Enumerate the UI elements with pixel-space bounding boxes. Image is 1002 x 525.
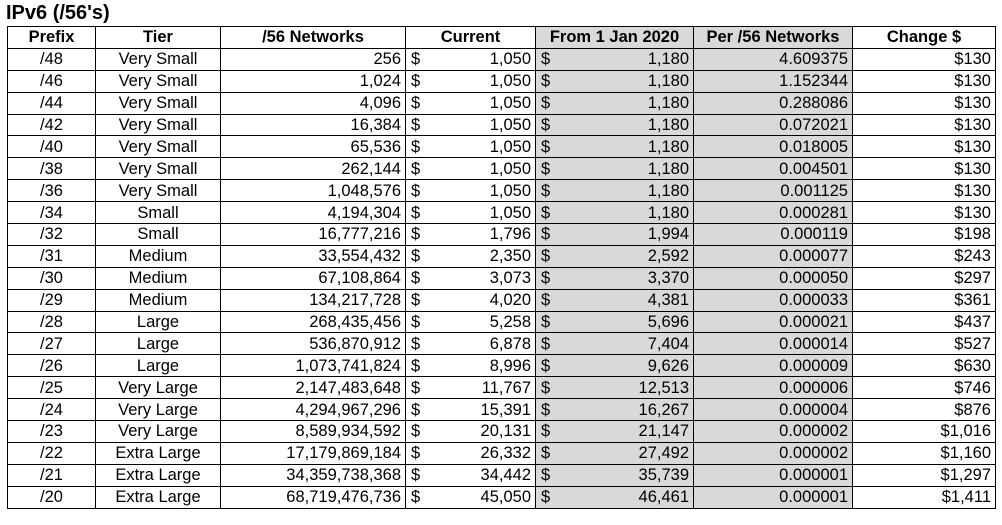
cell-from-2020[interactable]: 2,592 <box>562 245 694 267</box>
cell-change[interactable]: $630 <box>853 355 996 377</box>
cell-from-2020-currency[interactable]: $ <box>536 333 562 355</box>
cell-networks[interactable]: 1,024 <box>221 70 406 92</box>
cell-networks[interactable]: 34,359,738,368 <box>221 464 406 486</box>
cell-prefix[interactable]: /34 <box>8 202 96 224</box>
cell-tier[interactable]: Very Large <box>96 399 221 421</box>
cell-networks[interactable]: 17,179,869,184 <box>221 442 406 464</box>
cell-current-currency[interactable]: $ <box>406 486 432 508</box>
cell-prefix[interactable]: /21 <box>8 464 96 486</box>
cell-current-currency[interactable]: $ <box>406 245 432 267</box>
cell-current[interactable]: 4,020 <box>432 289 536 311</box>
cell-current-currency[interactable]: $ <box>406 333 432 355</box>
cell-tier[interactable]: Very Small <box>96 92 221 114</box>
cell-networks[interactable]: 256 <box>221 48 406 70</box>
cell-from-2020[interactable]: 1,180 <box>562 92 694 114</box>
cell-current[interactable]: 20,131 <box>432 421 536 443</box>
cell-networks[interactable]: 268,435,456 <box>221 311 406 333</box>
cell-from-2020[interactable]: 9,626 <box>562 355 694 377</box>
cell-tier[interactable]: Small <box>96 202 221 224</box>
cell-per-56[interactable]: 0.000009 <box>694 355 853 377</box>
cell-change[interactable]: $746 <box>853 377 996 399</box>
cell-prefix[interactable]: /46 <box>8 70 96 92</box>
table-row <box>8 464 996 486</box>
cell-per-56[interactable]: 0.018005 <box>694 136 853 158</box>
cell-from-2020-currency[interactable]: $ <box>536 48 562 70</box>
cell-networks[interactable]: 262,144 <box>221 158 406 180</box>
cell-from-2020-currency[interactable]: $ <box>536 70 562 92</box>
table-row <box>8 355 996 377</box>
cell-current-currency[interactable]: $ <box>406 289 432 311</box>
cell-from-2020[interactable]: 1,180 <box>562 180 694 202</box>
cell-networks[interactable]: 65,536 <box>221 136 406 158</box>
cell-per-56[interactable]: 0.000119 <box>694 224 853 246</box>
cell-from-2020-currency[interactable]: $ <box>536 245 562 267</box>
cell-from-2020[interactable]: 5,696 <box>562 311 694 333</box>
cell-tier[interactable]: Extra Large <box>96 486 221 508</box>
cell-per-56[interactable]: 1.152344 <box>694 70 853 92</box>
cell-from-2020-currency[interactable]: $ <box>536 464 562 486</box>
cell-from-2020-currency[interactable]: $ <box>536 202 562 224</box>
cell-from-2020[interactable]: 1,994 <box>562 224 694 246</box>
cell-current[interactable]: 1,050 <box>432 136 536 158</box>
cell-change[interactable]: $1,297 <box>853 464 996 486</box>
cell-change[interactable]: $1,411 <box>853 486 996 508</box>
cell-tier[interactable]: Extra Large <box>96 464 221 486</box>
cell-from-2020[interactable]: 46,461 <box>562 486 694 508</box>
cell-per-56[interactable]: 0.000002 <box>694 442 853 464</box>
cell-current-currency[interactable]: $ <box>406 464 432 486</box>
table-row <box>8 92 996 114</box>
cell-current[interactable]: 1,050 <box>432 158 536 180</box>
cell-change[interactable]: $1,160 <box>853 442 996 464</box>
cell-prefix[interactable]: /36 <box>8 180 96 202</box>
cell-current[interactable]: 1,050 <box>432 92 536 114</box>
cell-from-2020[interactable]: 12,513 <box>562 377 694 399</box>
table-row <box>8 311 996 333</box>
cell-change[interactable]: $130 <box>853 92 996 114</box>
cell-from-2020[interactable]: 7,404 <box>562 333 694 355</box>
table-row <box>8 48 996 70</box>
cell-current[interactable]: 1,050 <box>432 180 536 202</box>
cell-current-currency[interactable]: $ <box>406 92 432 114</box>
cell-prefix[interactable]: /28 <box>8 311 96 333</box>
cell-prefix[interactable]: /48 <box>8 48 96 70</box>
cell-prefix[interactable]: /29 <box>8 289 96 311</box>
cell-change[interactable]: $198 <box>853 224 996 246</box>
cell-networks[interactable]: 67,108,864 <box>221 267 406 289</box>
cell-prefix[interactable]: /23 <box>8 421 96 443</box>
header-change[interactable]: Change $ <box>853 27 996 49</box>
cell-tier[interactable]: Extra Large <box>96 442 221 464</box>
cell-per-56[interactable]: 0.000021 <box>694 311 853 333</box>
cell-from-2020[interactable]: 1,180 <box>562 48 694 70</box>
cell-from-2020[interactable]: 21,147 <box>562 421 694 443</box>
cell-networks[interactable]: 4,294,967,296 <box>221 399 406 421</box>
header-tier[interactable]: Tier <box>96 27 221 49</box>
table-row <box>8 399 996 421</box>
cell-change[interactable]: $243 <box>853 245 996 267</box>
cell-change[interactable]: $130 <box>853 158 996 180</box>
cell-per-56[interactable]: 0.000281 <box>694 202 853 224</box>
cell-current-currency[interactable]: $ <box>406 158 432 180</box>
cell-current[interactable]: 1,050 <box>432 114 536 136</box>
cell-current-currency[interactable]: $ <box>406 442 432 464</box>
cell-prefix[interactable]: /20 <box>8 486 96 508</box>
cell-from-2020-currency[interactable]: $ <box>536 289 562 311</box>
cell-tier[interactable]: Very Small <box>96 114 221 136</box>
cell-current-currency[interactable]: $ <box>406 202 432 224</box>
cell-from-2020[interactable]: 4,381 <box>562 289 694 311</box>
cell-change[interactable]: $130 <box>853 202 996 224</box>
cell-current-currency[interactable]: $ <box>406 48 432 70</box>
cell-networks[interactable]: 16,384 <box>221 114 406 136</box>
cell-tier[interactable]: Very Large <box>96 421 221 443</box>
cell-prefix[interactable]: /30 <box>8 267 96 289</box>
table-row <box>8 442 996 464</box>
cell-from-2020-currency[interactable]: $ <box>536 311 562 333</box>
cell-current[interactable]: 15,391 <box>432 399 536 421</box>
cell-current[interactable]: 1,050 <box>432 70 536 92</box>
table-row <box>8 180 996 202</box>
cell-current-currency[interactable]: $ <box>406 224 432 246</box>
cell-current-currency[interactable]: $ <box>406 355 432 377</box>
cell-from-2020-currency[interactable]: $ <box>536 136 562 158</box>
cell-change[interactable]: $876 <box>853 399 996 421</box>
cell-per-56[interactable]: 4.609375 <box>694 48 853 70</box>
cell-per-56[interactable]: 0.001125 <box>694 180 853 202</box>
cell-per-56[interactable]: 0.000077 <box>694 245 853 267</box>
cell-per-56[interactable]: 0.072021 <box>694 114 853 136</box>
table-row <box>8 486 996 508</box>
cell-tier[interactable]: Very Small <box>96 180 221 202</box>
cell-current[interactable]: 8,996 <box>432 355 536 377</box>
cell-change[interactable]: $437 <box>853 311 996 333</box>
cell-networks[interactable]: 536,870,912 <box>221 333 406 355</box>
cell-prefix[interactable]: /32 <box>8 224 96 246</box>
cell-networks[interactable]: 134,217,728 <box>221 289 406 311</box>
cell-per-56[interactable]: 0.288086 <box>694 92 853 114</box>
cell-networks[interactable]: 4,194,304 <box>221 202 406 224</box>
cell-current[interactable]: 6,878 <box>432 333 536 355</box>
cell-current-currency[interactable]: $ <box>406 114 432 136</box>
cell-networks[interactable]: 16,777,216 <box>221 224 406 246</box>
pricing-table <box>7 26 996 509</box>
cell-prefix[interactable]: /22 <box>8 442 96 464</box>
cell-current[interactable]: 11,767 <box>432 377 536 399</box>
header-prefix[interactable]: Prefix <box>8 27 96 49</box>
cell-tier[interactable]: Very Small <box>96 48 221 70</box>
cell-change[interactable]: $1,016 <box>853 421 996 443</box>
cell-prefix[interactable]: /42 <box>8 114 96 136</box>
cell-per-56[interactable]: 0.000014 <box>694 333 853 355</box>
cell-current-currency[interactable]: $ <box>406 70 432 92</box>
cell-per-56[interactable]: 0.000033 <box>694 289 853 311</box>
cell-current[interactable]: 1,050 <box>432 202 536 224</box>
header-row <box>8 27 996 49</box>
cell-from-2020[interactable]: 35,739 <box>562 464 694 486</box>
cell-networks[interactable]: 2,147,483,648 <box>221 377 406 399</box>
cell-from-2020-currency[interactable]: $ <box>536 377 562 399</box>
cell-change[interactable]: $130 <box>853 48 996 70</box>
cell-from-2020-currency[interactable]: $ <box>536 355 562 377</box>
cell-from-2020-currency[interactable]: $ <box>536 442 562 464</box>
cell-tier[interactable]: Medium <box>96 289 221 311</box>
cell-from-2020-currency[interactable]: $ <box>536 486 562 508</box>
cell-from-2020[interactable]: 1,180 <box>562 158 694 180</box>
cell-tier[interactable]: Large <box>96 333 221 355</box>
cell-prefix[interactable]: /38 <box>8 158 96 180</box>
cell-current[interactable]: 1,050 <box>432 48 536 70</box>
cell-prefix[interactable]: /27 <box>8 333 96 355</box>
cell-tier[interactable]: Large <box>96 311 221 333</box>
cell-current[interactable]: 45,050 <box>432 486 536 508</box>
cell-current[interactable]: 5,258 <box>432 311 536 333</box>
cell-current-currency[interactable]: $ <box>406 136 432 158</box>
cell-from-2020-currency[interactable]: $ <box>536 224 562 246</box>
cell-from-2020[interactable]: 1,180 <box>562 114 694 136</box>
cell-prefix[interactable]: /31 <box>8 245 96 267</box>
cell-from-2020-currency[interactable]: $ <box>536 399 562 421</box>
cell-tier[interactable]: Very Large <box>96 377 221 399</box>
cell-current-currency[interactable]: $ <box>406 399 432 421</box>
cell-per-56[interactable]: 0.000004 <box>694 399 853 421</box>
sheet-title: IPv6 (/56's) <box>6 2 110 24</box>
cell-current-currency[interactable]: $ <box>406 267 432 289</box>
table-row <box>8 224 996 246</box>
table-row <box>8 70 996 92</box>
cell-current-currency[interactable]: $ <box>406 180 432 202</box>
cell-tier[interactable]: Medium <box>96 267 221 289</box>
cell-tier[interactable]: Very Small <box>96 136 221 158</box>
cell-networks[interactable]: 33,554,432 <box>221 245 406 267</box>
table-row <box>8 333 996 355</box>
header-current[interactable]: Current <box>406 27 536 49</box>
cell-networks[interactable]: 4,096 <box>221 92 406 114</box>
cell-from-2020-currency[interactable]: $ <box>536 421 562 443</box>
table-row <box>8 202 996 224</box>
cell-networks[interactable]: 1,073,741,824 <box>221 355 406 377</box>
cell-from-2020-currency[interactable]: $ <box>536 92 562 114</box>
table-row <box>8 421 996 443</box>
header-networks[interactable]: /56 Networks <box>221 27 406 49</box>
cell-from-2020-currency[interactable]: $ <box>536 114 562 136</box>
cell-prefix[interactable]: /44 <box>8 92 96 114</box>
table-row <box>8 136 996 158</box>
cell-per-56[interactable]: 0.004501 <box>694 158 853 180</box>
cell-per-56[interactable]: 0.000001 <box>694 464 853 486</box>
cell-networks[interactable]: 68,719,476,736 <box>221 486 406 508</box>
cell-prefix[interactable]: /25 <box>8 377 96 399</box>
table-row <box>8 245 996 267</box>
cell-prefix[interactable]: /40 <box>8 136 96 158</box>
cell-from-2020[interactable]: 27,492 <box>562 442 694 464</box>
cell-current[interactable]: 1,796 <box>432 224 536 246</box>
cell-current-currency[interactable]: $ <box>406 311 432 333</box>
table-row <box>8 267 996 289</box>
cell-from-2020[interactable]: 3,370 <box>562 267 694 289</box>
cell-current-currency[interactable]: $ <box>406 377 432 399</box>
cell-tier[interactable]: Large <box>96 355 221 377</box>
table-row <box>8 114 996 136</box>
cell-networks[interactable]: 1,048,576 <box>221 180 406 202</box>
cell-from-2020[interactable]: 1,180 <box>562 70 694 92</box>
cell-from-2020-currency[interactable]: $ <box>536 267 562 289</box>
table-row <box>8 289 996 311</box>
cell-prefix[interactable]: /26 <box>8 355 96 377</box>
cell-from-2020-currency[interactable]: $ <box>536 158 562 180</box>
table-row <box>8 158 996 180</box>
cell-current[interactable]: 26,332 <box>432 442 536 464</box>
cell-per-56[interactable]: 0.000050 <box>694 267 853 289</box>
header-per-56[interactable]: Per /56 Networks <box>694 27 853 49</box>
cell-tier[interactable]: Very Small <box>96 158 221 180</box>
cell-current-currency[interactable]: $ <box>406 421 432 443</box>
cell-change[interactable]: $130 <box>853 114 996 136</box>
cell-from-2020[interactable]: 16,267 <box>562 399 694 421</box>
cell-from-2020[interactable]: 1,180 <box>562 202 694 224</box>
cell-from-2020[interactable]: 1,180 <box>562 136 694 158</box>
cell-tier[interactable]: Medium <box>96 245 221 267</box>
cell-change[interactable]: $130 <box>853 70 996 92</box>
cell-current[interactable]: 34,442 <box>432 464 536 486</box>
cell-networks[interactable]: 8,589,934,592 <box>221 421 406 443</box>
cell-prefix[interactable]: /24 <box>8 399 96 421</box>
cell-change[interactable]: $130 <box>853 180 996 202</box>
cell-change[interactable]: $527 <box>853 333 996 355</box>
cell-change[interactable]: $361 <box>853 289 996 311</box>
table-row <box>8 377 996 399</box>
cell-tier[interactable]: Very Small <box>96 70 221 92</box>
cell-current[interactable]: 3,073 <box>432 267 536 289</box>
cell-per-56[interactable]: 0.000002 <box>694 421 853 443</box>
cell-per-56[interactable]: 0.000001 <box>694 486 853 508</box>
cell-change[interactable]: $297 <box>853 267 996 289</box>
cell-tier[interactable]: Small <box>96 224 221 246</box>
table-body <box>8 48 996 508</box>
cell-current[interactable]: 2,350 <box>432 245 536 267</box>
header-from-2020[interactable]: From 1 Jan 2020 <box>536 27 694 49</box>
cell-change[interactable]: $130 <box>853 136 996 158</box>
cell-per-56[interactable]: 0.000006 <box>694 377 853 399</box>
cell-from-2020-currency[interactable]: $ <box>536 180 562 202</box>
